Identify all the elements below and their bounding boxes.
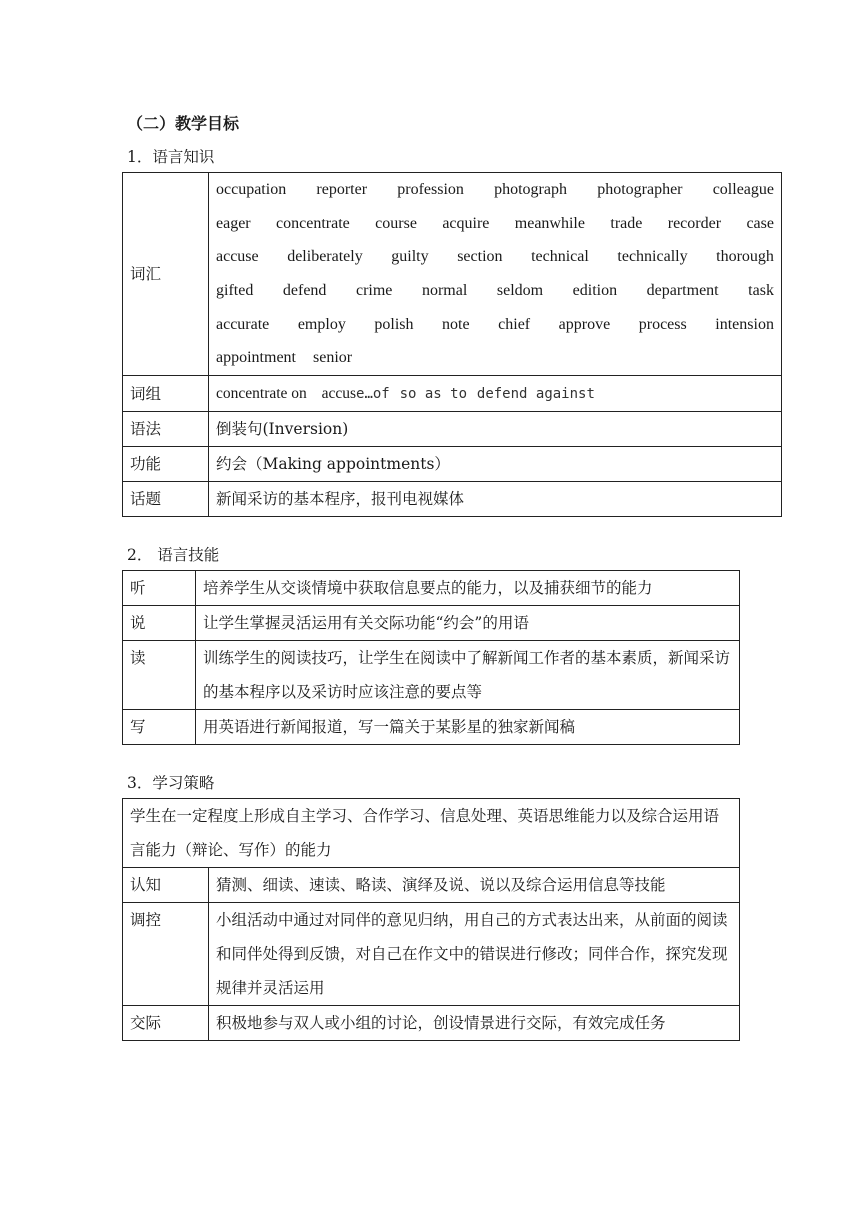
vocab-word: case [746, 214, 774, 232]
function-text: 约会（Making appointments） [209, 447, 782, 482]
skill-label-listening: 听 [123, 571, 196, 606]
strategy-label-regulation: 调控 [123, 903, 209, 1006]
topic-label: 话题 [123, 482, 209, 517]
section-title: （二）教学目标 [127, 114, 240, 133]
vocab-word: senior [312, 349, 353, 367]
vocab-row [123, 173, 782, 376]
vocab-word: approve [558, 315, 611, 333]
phrases-label: 词组 [123, 376, 209, 412]
phrase-accuse-of-part1: accus [321, 385, 357, 403]
phrases-cell [209, 376, 782, 412]
skill-label-writing: 写 [123, 710, 196, 745]
vocab-word: defend [282, 282, 327, 300]
vocab-list [216, 173, 774, 375]
vocab-line [216, 173, 774, 207]
skill-row-writing [123, 710, 740, 745]
vocab-word: reporter [316, 181, 368, 198]
vocab-word: course [375, 214, 417, 232]
vocab-word: polish [374, 315, 414, 333]
grammar-label: 语法 [123, 412, 209, 447]
vocab-word: normal [421, 282, 468, 300]
language-knowledge-title: 1．语言知识 [127, 148, 215, 166]
phrase-accuse-of-part2: e…of [356, 386, 390, 403]
skill-label-speaking: 说 [123, 606, 196, 641]
vocab-word: acquire [442, 214, 490, 232]
vocab-word: technical [531, 248, 589, 266]
skill-row-speaking [123, 606, 740, 641]
vocab-line [216, 341, 774, 375]
strategy-row-regulation [123, 903, 740, 1006]
phrase-concentrate-on: concentrate on [216, 385, 307, 403]
vocab-word: intension [715, 315, 774, 333]
vocab-word: guilty [391, 248, 429, 266]
vocab-word: concentrate [276, 214, 350, 232]
strategy-row-communication [123, 1006, 740, 1041]
strategy-text-communication: 积极地参与双人或小组的讨论，创设情景进行交际，有效完成任务 [209, 1006, 740, 1041]
strategy-text-regulation: 小组活动中通过对同伴的意见归纳，用自己的方式表达出来，从前面的阅读和同伴处得到反馈，对自己在作文中的错误进行修改；同伴合作，探究发现规律并灵活运用 [209, 903, 740, 1006]
vocab-word: edition [572, 282, 618, 300]
skill-text-speaking: 让学生掌握灵活运用有关交际功能“约会”的用语 [196, 606, 740, 641]
strategy-text-cognition: 猜测、细读、速读、略读、演绎及说、说以及综合运用信息等技能 [209, 868, 740, 903]
strategy-intro: 学生在一定程度上形成自主学习、合作学习、信息处理、英语思维能力以及综合运用语言能力（辩论、写作）的能力 [123, 799, 740, 868]
phrase-so-as-to: so as to [399, 386, 468, 403]
vocab-word: technically [617, 248, 688, 266]
skill-row-reading [123, 641, 740, 710]
skill-text-writing: 用英语进行新闻报道，写一篇关于某影星的独家新闻稿 [196, 710, 740, 745]
vocab-word: department [646, 282, 719, 300]
phrase-defend-against: defend against [476, 386, 595, 403]
topic-text: 新闻采访的基本程序，报刊电视媒体 [209, 482, 782, 517]
vocab-line [216, 240, 774, 274]
vocab-word: chief [498, 315, 531, 333]
vocab-word: task [748, 282, 774, 300]
vocab-word: meanwhile [514, 214, 585, 232]
vocab-label: 词汇 [123, 173, 209, 376]
grammar-text: 倒装句(Inversion) [209, 412, 782, 447]
strategy-row-cognition [123, 868, 740, 903]
vocab-word: accurate [216, 315, 270, 333]
vocab-word: accuse [216, 248, 259, 266]
vocab-line [216, 308, 774, 342]
language-skills-title: 2． 语言技能 [127, 546, 220, 564]
vocab-cell [209, 173, 782, 376]
vocab-word: photographer [597, 181, 683, 198]
vocab-word: note [442, 315, 470, 333]
function-row [123, 447, 782, 482]
vocab-word: section [457, 248, 503, 266]
vocab-word: recorder [667, 214, 722, 232]
language-skills-table [122, 570, 740, 745]
vocab-word: thorough [716, 248, 774, 266]
vocab-word: employ [297, 315, 346, 333]
vocab-word: photograph [494, 181, 567, 198]
vocab-word: appointment [216, 349, 296, 367]
vocab-word: profession [397, 181, 464, 198]
vocab-word: eager [216, 214, 251, 232]
vocab-word: gifted [216, 282, 254, 300]
strategy-label-communication: 交际 [123, 1006, 209, 1041]
vocab-word: trade [610, 214, 643, 232]
learning-strategy-table [122, 798, 740, 1041]
phrases-row [123, 376, 782, 412]
skill-text-reading: 训练学生的阅读技巧，让学生在阅读中了解新闻工作者的基本素质，新闻采访的基本程序以及采访时应该注意的要点等 [196, 641, 740, 710]
function-label: 功能 [123, 447, 209, 482]
vocab-word: deliberately [287, 248, 363, 266]
vocab-word: seldom [496, 282, 544, 300]
vocab-line [216, 207, 774, 241]
learning-strategy-title: 3．学习策略 [127, 774, 215, 792]
skill-text-listening: 培养学生从交谈情境中获取信息要点的能力，以及捕获细节的能力 [196, 571, 740, 606]
vocab-line [216, 274, 774, 308]
strategy-intro-row [123, 799, 740, 868]
skill-label-reading: 读 [123, 641, 196, 710]
language-knowledge-table [122, 172, 782, 517]
strategy-label-cognition: 认知 [123, 868, 209, 903]
vocab-word: crime [355, 282, 393, 300]
vocab-word: colleague [712, 181, 774, 198]
topic-row [123, 482, 782, 517]
skill-row-listening [123, 571, 740, 606]
grammar-row [123, 412, 782, 447]
vocab-word: occupation [216, 181, 287, 198]
vocab-word: process [638, 315, 687, 333]
